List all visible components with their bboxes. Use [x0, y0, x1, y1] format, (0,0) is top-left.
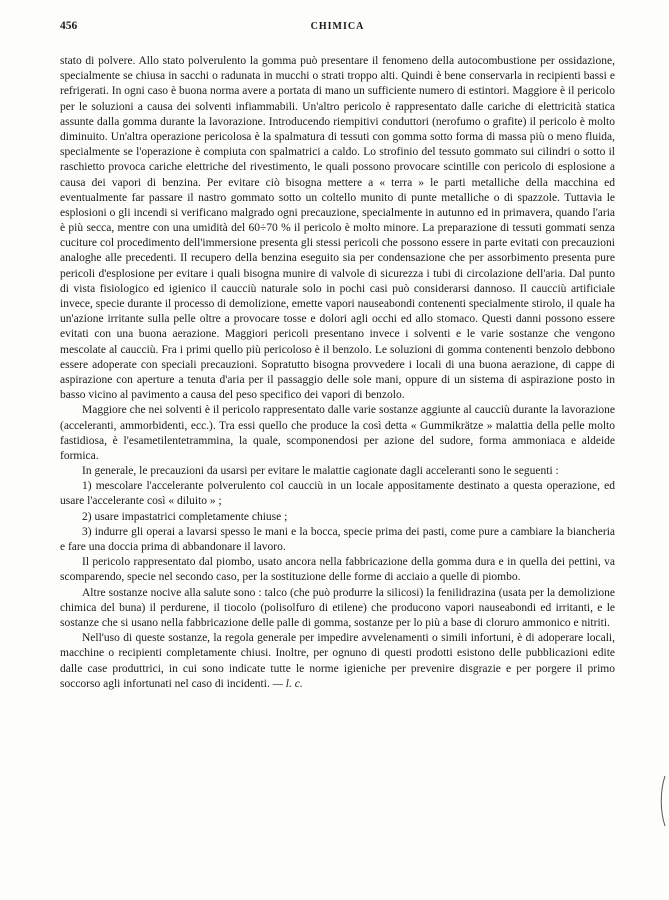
author-signature: — l. c. [272, 677, 303, 690]
list-item: 1) mescolare l'accelerante polverulento col caucciù in un locale appositamente destinato a questa operazione, ed usare l'accelerante così « diluito » ; [60, 480, 615, 508]
page-number: 456 [60, 20, 78, 32]
list-item: 2) usare impastatrici completamente chiuse ; [82, 510, 288, 523]
paragraph [60, 631, 615, 692]
paragraph: stato di polvere. Allo stato polverulento la gomma può presentare il fenomeno della autocombustione per ossidazione, specialmente se chiusa in sacchi o radunata in mucchi o strati troppo alti. Quindi è bene conservarla in recipienti bassi e refrigerati. In ogni caso è buona norma avere a portata di mano un sufficiente numero di estintori. Maggiore è il pericolo per le soluzioni a causa dei solventi infiammabili. Un'altro pericolo è rappresentato dalle cariche di elettricità statica assunte dalla gomma durante la lavorazione. Introducendo riempitivi conduttori (nerofumo o grafite) il pericolo è molto diminuito. Un'altra operazione pericolosa è la spalmatura di tessuti con gomma sotto forma di massa più o meno fluida, specialmente se l'operazione è compiuta con spalmatrici a caldo. Lo strofinio del tessuto gommato sui cilindri o sotto il raschietto provoca cariche elettriche del rivestimento, le quali possono provocare scintille con pericolo di esplosione a causa dei vapori di benzina. Per evitare ciò bisogna mettere a « terra » le parti metalliche della macchina ed eventualmente far passare il nastro gommato sotto un coltello munito di punte metalliche o di spazzole. Tuttavia le esplosioni o gli incendi si verificano malgrado ogni precauzione, specialmente in autunno ed in primavera, quando l'aria è più secca, mentre con una umidità del 60÷70 % il pericolo è molto minore. La preparazione di tessuti gommati senza cuciture col procedimento dell'immersione presenta gli stessi pericoli che possono essere in parte evitati con precauzioni analoghe alle precedenti. Il recupero della benzina eseguito sia per condensazione che per assorbimento presenta pure pericoli d'esplosione per evitare i quali bisogna munire di valvole di sicurezza i tubi di circolazione dell'aria. Dal punto di vista fisiologico ed igienico il caucciù naturale solo in pochi casi può considerarsi dannoso. Il caucciù artificiale invece, specie durante il processo di demolizione, emette vapori nauseabondi contenenti specialmente stirolo, il quale ha un'azione irritante sulla pelle oltre a provocare tosse e dolori agli occhi ed allo stomaco. Questi danni possono essere evitati con una buona aerazione. Maggiori pericoli presentano invece i solventi e le varie sostanze che vengono mescolate al caucciù. Fra i primi quello più pericoloso è il benzolo. Le soluzioni di gomma contenenti benzolo debbono essere adoperate con speciali precauzioni. Sopratutto bisogna provvedere i locali di una buona aerazione, di cappe di aspirazione con aperture a tenuta d'aria per il passaggio delle sole mani, oppure di un sistema di aspirazione posto in basso vicino al pavimento a causa del peso specifico dei vapori di benzolo. [60, 55, 615, 402]
body-text [60, 54, 615, 692]
paragraph: Il pericolo rappresentato dal piombo, usato ancora nella fabbricazione della gomma dura e in quella dei pettini, va scomparendo, specie nel secondo caso, per la sostituzione delle forme di acciaio a quelle di piombo. [60, 556, 615, 584]
paragraph: In generale, le precauzioni da usarsi per evitare le malattie cagionate dagli acceleranti sono le seguenti : [82, 465, 559, 478]
running-title: CHIMICA [310, 21, 365, 32]
page-header [60, 20, 615, 36]
paragraph: Altre sostanze nocive alla salute sono : talco (che può produrre la silicosi) la fenilidrazina (usata per la demolizione chimica del buna) il perdurene, il tiocolo (polisolfuro di etilene) che producono vapori nauseabondi ed irritanti, e le sostanze che si usano nella fabbricazione delle palle di gomma, sostanze per lo più a base di cloruro ammonico e nitriti. [60, 586, 615, 629]
page-edge-mark [660, 776, 666, 826]
list-item: 3) indurre gli operai a lavarsi spesso le mani e la bocca, specie prima dei pasti, come pure a cambiare la biancheria e fare una doccia prima di abbandonare il lavoro. [60, 525, 615, 553]
paragraph-text: Nell'uso di queste sostanze, la regola generale per impedire avvelenamenti o simili infortuni, è di adoperare locali, macchine o recipienti completamente chiusi. Inoltre, per ognuno di questi prodotti esistono delle pubblicazioni edite dalle case produttrici, in cui sono indicate tutte le norme igieniche per prevenire disgrazie e per porgere il primo soccorso agli infortunati nel caso di incidenti. [60, 632, 615, 690]
paragraph: Maggiore che nei solventi è il pericolo rappresentato dalle varie sostanze aggiunte al caucciù durante la lavorazione (acceleranti, ammorbidenti, ecc.). Tra essi quello che produce la così detta « Gummikrätze » malattia della pelle molto fastidiosa, è l'esametilentetrammina, la quale, scomponendosi per azione del sudore, forma ammoniaca e aldeide formica. [60, 404, 615, 462]
